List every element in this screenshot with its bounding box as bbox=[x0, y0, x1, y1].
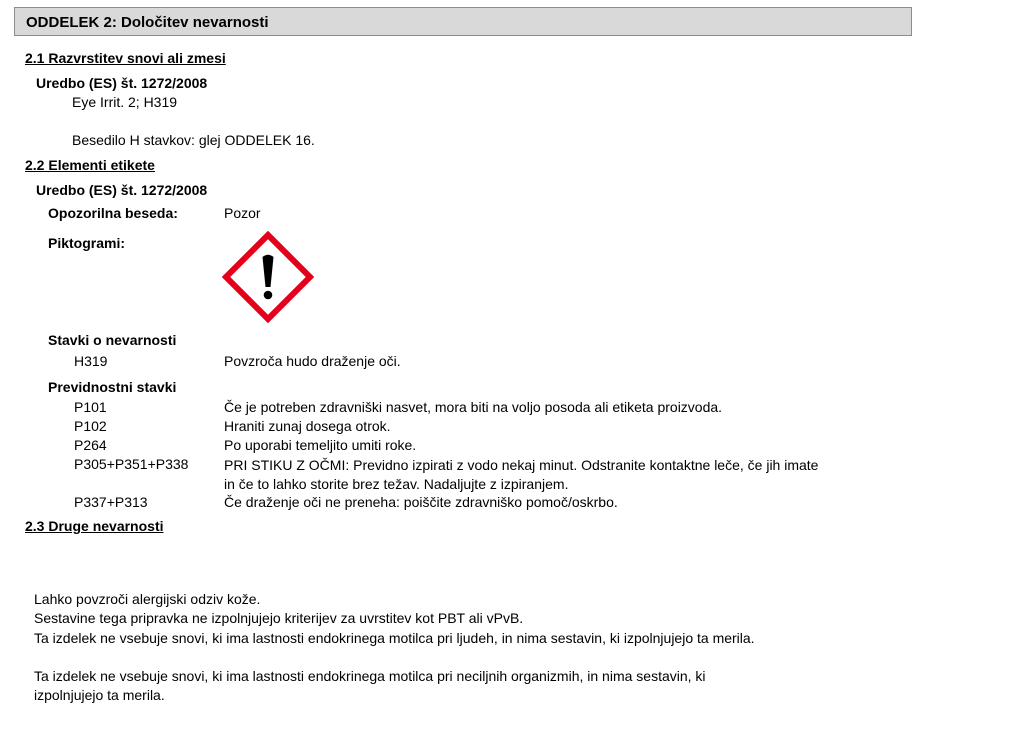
other-hazard-text: Ta izdelek ne vsebuje snovi, ki ima lastnosti endokrinega motilca pri ljudeh, in nima sestavin, ki izpolnjujejo ta merila. bbox=[34, 630, 755, 646]
heading-2-3: 2.3 Druge nevarnosti bbox=[25, 518, 164, 534]
heading-2-1: 2.1 Razvrstitev snovi ali zmesi bbox=[25, 50, 226, 66]
section-title: ODDELEK 2: Določitev nevarnosti bbox=[26, 14, 269, 31]
other-hazard-text: Ta izdelek ne vsebuje snovi, ki ima lastnosti endokrinega motilca pri neciljnih organizmih, in nima sestavin, ki izpolnjujejo ta merila. bbox=[34, 668, 706, 703]
regulation-label-2-2: Uredbo (ES) št. 1272/2008 bbox=[36, 182, 208, 198]
precaution-text: Če je potreben zdravniški nasvet, mora biti na voljo posoda ali etiketa proizvoda. bbox=[224, 399, 723, 415]
precaution-text: Po uporabi temeljito umiti roke. bbox=[224, 437, 417, 453]
signal-word-value: Pozor bbox=[224, 205, 261, 221]
regulation-label-2-1: Uredbo (ES) št. 1272/2008 bbox=[36, 75, 208, 91]
precaution-text: Če draženje oči ne preneha: poiščite zdravniško pomoč/oskrbo. bbox=[224, 494, 618, 510]
signal-word-label: Opozorilna beseda: bbox=[48, 205, 178, 221]
hazard-code: H319 bbox=[74, 353, 108, 369]
hazard-text: Povzroča hudo draženje oči. bbox=[224, 353, 401, 369]
precaution-code: P337+P313 bbox=[74, 494, 148, 510]
precaution-text: Hraniti zunaj dosega otrok. bbox=[224, 418, 391, 434]
precaution-text: PRI STIKU Z OČMI: Previdno izpirati z vodo nekaj minut. Odstranite kontaktne leče, če jih imate in če to lahko storite brez težav. Nadaljujte z izpiranjem. bbox=[224, 457, 819, 492]
other-hazard-text: Sestavine tega pripravka ne izpolnjujejo kriterijev za uvrstitev kot PBT ali vPvB. bbox=[34, 610, 524, 626]
precaution-code: P101 bbox=[74, 399, 107, 415]
classification-text: Eye Irrit. 2; H319 bbox=[72, 94, 178, 110]
precaution-code: P305+P351+P338 bbox=[74, 456, 189, 472]
precaution-code: P264 bbox=[74, 437, 107, 453]
hazard-statements-label: Stavki o nevarnosti bbox=[48, 332, 177, 348]
other-hazard-text: Lahko povzroči alergijski odziv kože. bbox=[34, 591, 261, 607]
h-text-note: Besedilo H stavkov: glej ODDELEK 16. bbox=[72, 132, 315, 148]
precaution-code: P102 bbox=[74, 418, 107, 434]
ghs07-exclamation-mark-icon bbox=[222, 231, 314, 323]
section-header bbox=[14, 7, 912, 36]
precautionary-statements-label: Previdnostni stavki bbox=[48, 379, 177, 395]
pictograms-label: Piktogrami: bbox=[48, 235, 126, 251]
heading-2-2: 2.2 Elementi etikete bbox=[25, 157, 155, 173]
